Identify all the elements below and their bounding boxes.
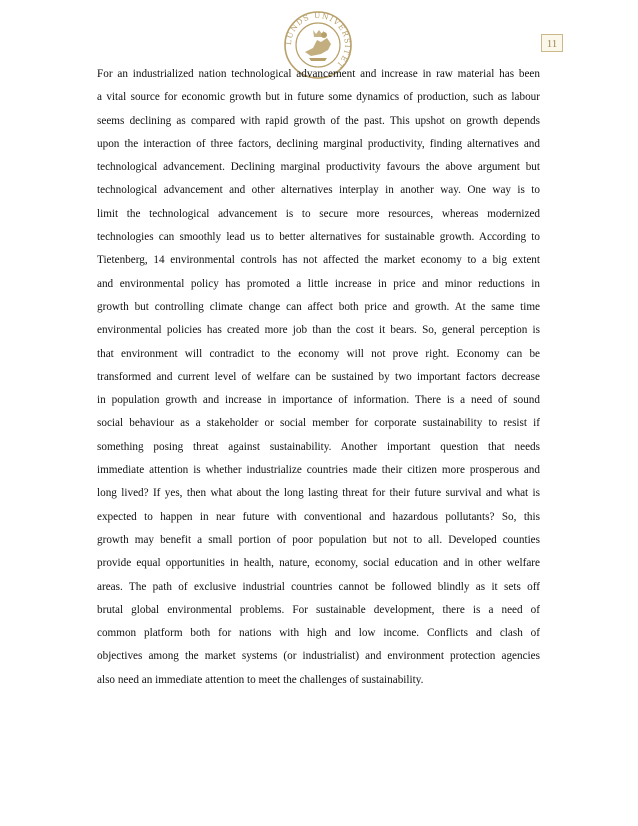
text-line: long lived? If yes, then what about the long lasting threat for their future survival and what is — [97, 487, 540, 500]
text-line: environmental policies has created more job than the cost it bears. So, general perception is — [97, 324, 540, 337]
text-line: in population growth and increase in importance of information. There is a need of sound — [97, 394, 540, 407]
text-line: technological advancement and other alternatives interplay in another way. One way is to — [97, 184, 540, 197]
text-line: something posing threat against sustainability. Another important question that needs — [97, 440, 540, 453]
text-line: growth may benefit a small portion of poor population but not to all. Developed counties — [97, 533, 540, 546]
text-line: growth but controlling climate change can affect both price and growth. At the same time — [97, 300, 540, 313]
text-line: For an industrialized nation technological advancement and increase in raw material has been — [97, 68, 540, 80]
body-paragraph — [97, 63, 540, 692]
text-line: social behaviour as a stakeholder or social member for corporate sustainability to resist if — [97, 417, 540, 430]
page-number: 11 — [541, 34, 563, 52]
text-line: and environmental policy has promoted a little increase in price and minor reductions in — [97, 277, 540, 290]
text-line: Tietenberg, 14 environmental controls has not affected the market economy to a big extent — [97, 254, 540, 267]
seal-lettering: LUNDS UNIVERSITET — [283, 10, 353, 71]
text-line: objectives among the market systems (or industrialist) and environment protection agencies — [97, 650, 540, 663]
text-line: technological advancement. Declining marginal productivity favours the above argument but — [97, 161, 540, 174]
text-line: brutal global environmental problems. For sustainable development, there is a need of — [97, 603, 540, 616]
text-line: transformed and current level of welfare can be sustained by two important factors decrease — [97, 370, 540, 383]
text-line: a vital source for economic growth but in future some dynamics of production, such as labour — [97, 91, 540, 104]
text-line: common platform both for nations with high and low income. Conflicts and clash of — [97, 627, 540, 640]
text-line: expected to happen in near future with conventional and hazardous pollutants? So, this — [97, 510, 540, 523]
text-line: immediate attention is whether industrialize countries made their citizen more prosperous and — [97, 464, 540, 477]
text-line: upon the interaction of three factors, declining marginal productivity, finding alternatives and — [97, 137, 540, 150]
text-line: limit the technological advancement is to secure more resources, whereas modernized — [97, 207, 540, 220]
text-line: that environment will contradict to the economy will not prove right. Economy can be — [97, 347, 540, 360]
text-line: seems declining as compared with rapid growth of the past. This upshot on growth depends — [97, 114, 540, 127]
text-line: technologies can smoothly lead us to better alternatives for sustainable growth. According to — [97, 231, 540, 244]
text-line: areas. The path of exclusive industrial countries cannot be followed blindly as it sets off — [97, 580, 540, 593]
text-line: also need an immediate attention to meet the challenges of sustainability. — [97, 673, 424, 686]
text-line: provide equal opportunities in health, nature, economy, social education and in other welfare — [97, 557, 540, 570]
